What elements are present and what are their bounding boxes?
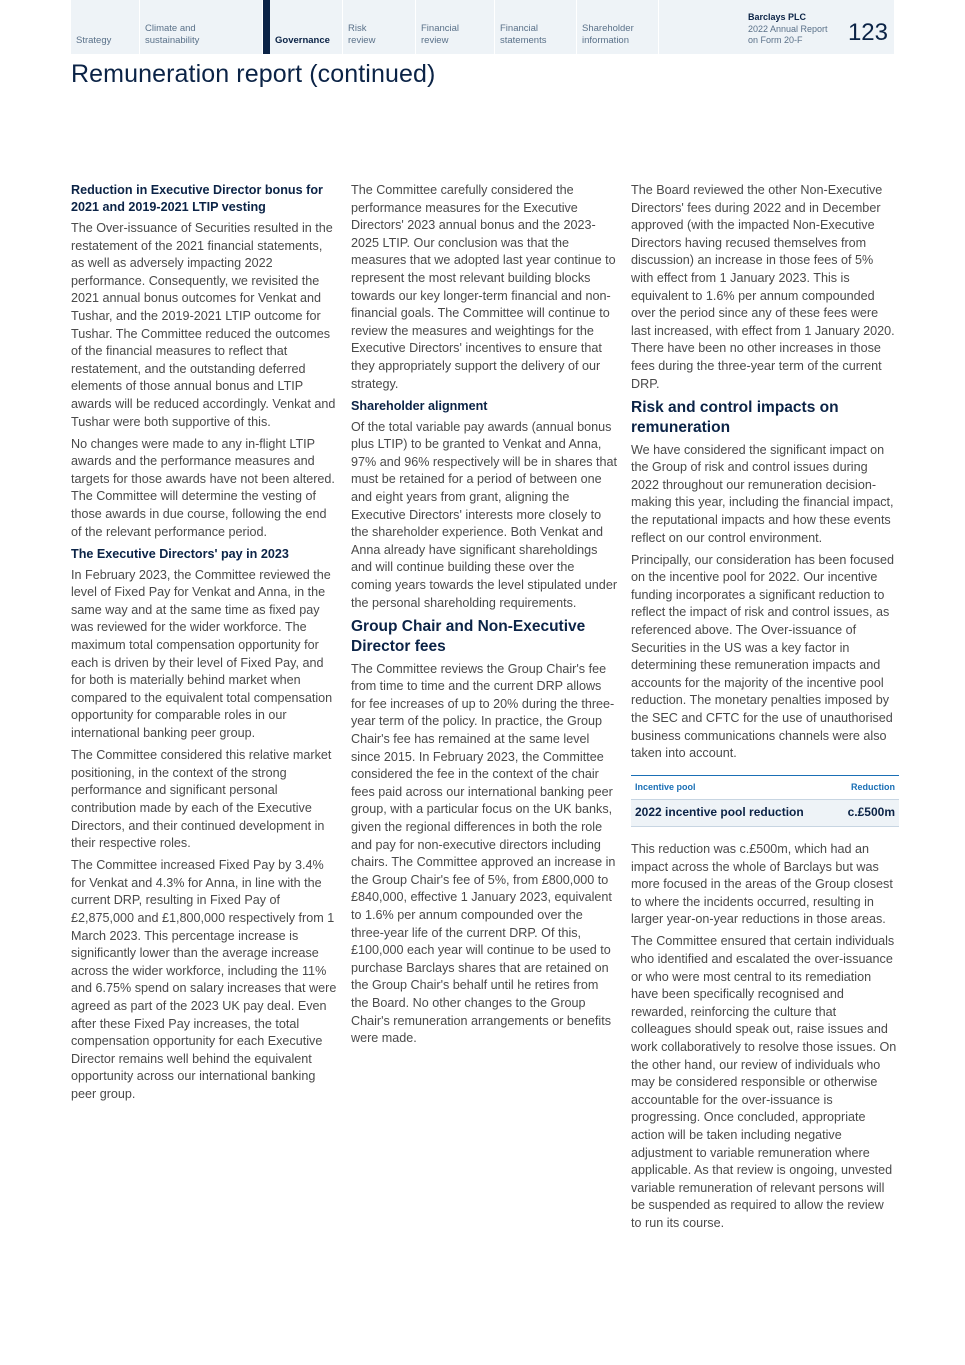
heading-shareholder-alignment: Shareholder alignment bbox=[351, 398, 488, 413]
nav-tab-strategy[interactable]: Strategy bbox=[71, 0, 140, 54]
paragraph: The Committee carefully considered the performance measures for the Executive Directors' 2023 annual bonus and the 2023-2025 LTIP. Our conclusion was that the measures that we adopted last year continue to represent the most relevant building blocks towards our key longer-term financial and non-financial goals. The Committee will continue to review the measures and weightings for the Executive Directors' incentives to ensure that they appropriately support the delivery of our strategy. bbox=[351, 183, 616, 391]
heading-group-chair-fees: Group Chair and Non-Executive Director fees bbox=[351, 617, 586, 655]
paragraph: The Committee reviews the Group Chair's fee from time to time and the current DRP allows for fee increases of up to 20% during the three-year term of the policy. In practice, the Group Chair's fee has remained at the same level since 2015. In February 2023, the Committee considered the fee in the context of the chair fees paid across our international banking peer group, with a particular focus on the UK banks, given the regional differences in both the role and pay for non-executive directors including chairs. The Committee approved an increase in the Group Chair's fee of 5%, from £800,000 to £840,000, effective 1 January 2023, equivalent to 1.6% per annum compounded over the three-year life of the current DRP. Of this, £100,000 each year will continue to be used to purchase Barclays shares that are retained on the Group Chair's behalf until he retires from the Board. No other changes to the Group Chair's remuneration arrangements or benefits were made. bbox=[351, 661, 616, 1046]
incentive-pool-table bbox=[631, 775, 899, 827]
nav-spacer bbox=[659, 0, 748, 54]
heading-risk-control-impacts: Risk and control impacts on remuneration bbox=[631, 398, 839, 436]
table-header-reduction: Reduction bbox=[835, 775, 899, 800]
column-left bbox=[71, 182, 337, 1108]
paragraph: The Committee increased Fixed Pay by 3.4% for Venkat and 4.3% for Anna, in line with the current DRP, resulting in Fixed Pay of £2,875,000 and £1,800,000 respectively from 1 March 2023. This percentage increase is significantly lower than the average increase across the wider workforce, including the 11% and 6.75% spend on salary increases that were agreed as part of the 2023 UK pay deal. Even after these Fixed Pay increases, the total compensation opportunity for each Executive Director remains well behind the equivalent opportunity across our international banking peer group. bbox=[71, 858, 337, 1101]
column-right bbox=[631, 182, 897, 1237]
company-name: Barclays PLC bbox=[747, 12, 806, 22]
nav-tab-financial-review[interactable]: Financial review bbox=[416, 0, 495, 54]
paragraph: The Board reviewed the other Non-Executive Directors' fees during 2022 and in December approved (with the impacted Non-Executive Directors having recused themselves from discussion) an increase in those fees of 5% with effect from 1 January 2023. This is equivalent to 1.6% per annum compounded over the period since any of these fees were last increased, with effect from 1 January 2020. There have been no other increases in those fees during the three-year term of the current DRP. bbox=[631, 183, 895, 391]
report-title-line2: on Form 20-F bbox=[747, 35, 803, 45]
column-middle bbox=[351, 182, 617, 1052]
nav-tab-shareholder-information[interactable]: Shareholder information bbox=[577, 0, 659, 54]
table-cell-label: 2022 incentive pool reduction bbox=[631, 800, 835, 827]
nav-tab-risk-review[interactable]: Risk review bbox=[343, 0, 416, 54]
page-title: Remuneration report (continued) bbox=[71, 60, 436, 88]
table-cell-value: c.£500m bbox=[835, 800, 899, 827]
table-header-incentive-pool: Incentive pool bbox=[631, 775, 835, 800]
heading-bonus-reduction: Reduction in Executive Director bonus for 2021 and 2019-2021 LTIP vesting bbox=[71, 183, 323, 214]
report-title-line1: 2022 Annual Report bbox=[747, 23, 828, 34]
table-row bbox=[631, 800, 899, 827]
paragraph: This reduction was c.£500m, which had an impact across the whole of Barclays but was more focused in the areas of the Group closest to where the incidents occurred, resulting in larger year-on-year reductions in those areas. bbox=[631, 842, 893, 927]
page-number: 123 bbox=[847, 19, 888, 46]
paragraph: The Committee considered this relative market positioning, in the context of the strong performance and significant personal contribution made by each of the Executive Directors, and their continued development in their respective roles. bbox=[71, 748, 332, 851]
paragraph: The Over-issuance of Securities resulted in the restatement of the 2021 financial statements, as well as adversely impacting 2022 performance. Consequently, we revisited the 2021 annual bonus outcomes for Venkat and Tushar, and the 2019-2021 LTIP outcome for Tushar. The Committee reduced the outcomes of the financial measures to reflect that restatement, and the outstanding deferred elements of those annual bonus and LTIP awards will be reduced accordingly. Venkat and Tushar were both supportive of this. bbox=[71, 221, 336, 429]
report-info bbox=[748, 0, 894, 54]
table-header-row bbox=[631, 775, 899, 800]
paragraph: In February 2023, the Committee reviewed the level of Fixed Pay for Venkat and Anna, in the same way and at the same time as fixed pay was reviewed for the wider workforce. The maximum total compensation opportunity for each is driven by their level of Fixed Pay, and for both is materially behind market when compared to the equivalent total compensation opportunity for comparable roles in our international banking peer group. bbox=[71, 567, 333, 741]
nav-tab-financial-statements[interactable]: Financial statements bbox=[495, 0, 577, 54]
paragraph: Principally, our consideration has been focused on the incentive pool for 2022. Our incentive funding incorporates a significant reduction to reflect the impact of risk and control issues, as referenced above. The Over-issuance of Securities in the US was a key factor in determining these remuneration impacts and accounts for the majority of the incentive pool reduction. The monetary penalties imposed by the SEC and CFTC for the use of unauthorised business communications channels were also taken into account. bbox=[631, 552, 894, 761]
paragraph: Of the total variable pay awards (annual bonus plus LTIP) to be granted to Venkat and Anna, 97% and 96% respectively will be in shares that must be retained for a period of between one and eight years from grant, aligning the Executive Directors' interests more closely to the shareholder experience. Both Venkat and Anna already have significant shareholdings and will continue building these over the coming years towards the level stipulated under the personal shareholding requirements. bbox=[351, 419, 618, 610]
section-navigation bbox=[71, 0, 894, 54]
paragraph: The Committee ensured that certain individuals who identified and escalated the over-issuance or who were most central to its remediation have been specifically recognised and rewarded, reinforcing the culture that colleagues should speak out, raise issues and work collaboratively to resolve those issues. On the other hand, our review of individuals who may be considered responsible or otherwise accountable for the over-issuance is progressing. Once concluded, appropriate action will be taken including negative adjustment to variable remuneration where applicable. As that review is ongoing, unvested variable remuneration of relevant persons will be suspended as required to allow the review to run its course. bbox=[631, 934, 897, 1230]
nav-tab-climate[interactable]: Climate and sustainability bbox=[140, 0, 263, 54]
heading-executive-pay-2023: The Executive Directors' pay in 2023 bbox=[71, 546, 289, 561]
report-meta bbox=[748, 12, 844, 47]
paragraph: No changes were made to any in-flight LTIP awards and the performance measures and targets for those awards have not been altered. The Committee will determine the vesting of those awards in due course, following the end of the relevant performance period. bbox=[71, 436, 335, 539]
paragraph: We have considered the significant impact on the Group of risk and control issues during 2022 throughout our remuneration decision-making this year, including the financial impact, the reputational impacts and how these events reflect on our control environment. bbox=[631, 442, 894, 545]
nav-tab-governance[interactable]: Governance bbox=[263, 0, 343, 54]
